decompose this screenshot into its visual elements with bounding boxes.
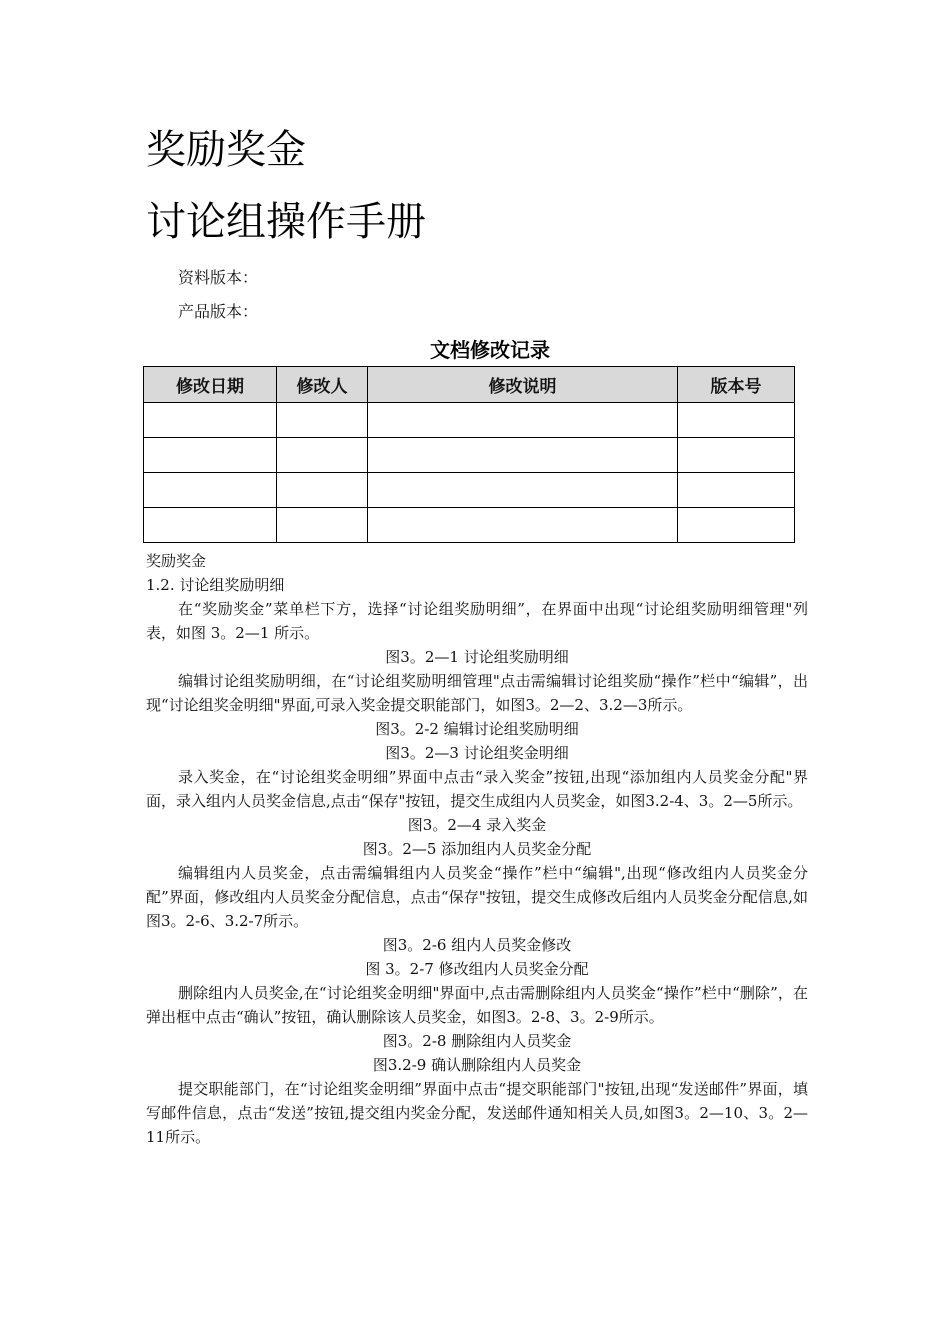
section-label: 奖励奖金 — [146, 552, 207, 570]
doc-title-line1: 奖励奖金 — [146, 127, 306, 173]
doc-version-label: 资料版本： — [178, 268, 259, 287]
table-header-row — [144, 367, 795, 403]
figure-caption-3-2-9: 图3.2-9 确认删除组内人员奖金 — [372, 1056, 582, 1074]
figure-caption-3-2-2: 图3。2-2 编辑讨论组奖励明细 — [375, 720, 579, 738]
paragraph-1: 在“奖励奖金”菜单栏下方，选择“讨论组奖励明细”，在界面中出现“讨论组奖励明细管理"列表，如图 3。2—1 所示。 — [146, 600, 808, 642]
table-cell — [678, 438, 795, 473]
doc-title-line2: 讨论组操作手册 — [146, 199, 426, 245]
table-cell — [678, 508, 795, 543]
table-row — [144, 473, 795, 508]
paragraph-2: 编辑讨论组奖励明细，在“讨论组奖励明细管理"点击需编辑讨论组奖励“操作”栏中“编辑”，出现“讨论组奖金明细"界面,可录入奖金提交职能部门，如图3。2—2、3.2—3所示。 — [146, 672, 808, 714]
product-version-label: 产品版本： — [178, 302, 259, 321]
figure-caption-3-2-4: 图3。2—4 录入奖金 — [407, 816, 547, 834]
header-version: 版本号 — [678, 367, 795, 403]
figure-caption-3-2-3: 图3。2—3 讨论组奖金明细 — [385, 744, 569, 762]
figure-caption-3-2-8: 图3。2-8 删除组内人员奖金 — [382, 1032, 572, 1050]
figure-caption-3-2-5: 图3。2—5 添加组内人员奖金分配 — [362, 840, 592, 858]
table-cell — [277, 508, 368, 543]
section-heading: 1.2. 讨论组奖励明细 — [146, 576, 285, 594]
paragraph-6: 提交职能部门，在“讨论组奖金明细”界面中点击“提交职能部门"按钮,出现“发送邮件”界面，填写邮件信息，点击“发送”按钮,提交组内奖金分配，发送邮件通知相关人员,如图3。2—10、3。2—11所示。 — [146, 1080, 808, 1146]
table-cell — [144, 403, 277, 438]
figure-caption-3-2-6: 图3。2-6 组内人员奖金修改 — [382, 936, 572, 954]
document-body — [146, 549, 808, 1149]
table-cell — [368, 473, 678, 508]
table-cell — [144, 508, 277, 543]
figure-caption-3-2-1: 图3。2—1 讨论组奖励明细 — [385, 648, 569, 666]
table-cell — [277, 473, 368, 508]
table-cell — [144, 438, 277, 473]
table-cell — [678, 473, 795, 508]
paragraph-5: 删除组内人员奖金,在“讨论组奖金明细"界面中,点击需删除组内人员奖金“操作”栏中“删除”，在弹出框中点击“确认”按钮，确认删除该人员奖金，如图3。2-8、3。2-9所示。 — [146, 984, 808, 1026]
table-cell — [368, 508, 678, 543]
revision-record-heading: 文档修改记录 — [430, 338, 550, 362]
paragraph-4: 编辑组内人员奖金，点击需编辑组内人员奖金“操作”栏中“编辑",出现“修改组内人员奖金分配”界面，修改组内人员奖金分配信息，点击“保存"按钮，提交生成修改后组内人员奖金分配信息,如图3。2-6、3.2-7所示。 — [146, 864, 808, 930]
table-cell — [368, 403, 678, 438]
paragraph-3: 录入奖金，在“讨论组奖金明细”界面中点击“录入奖金”按钮,出现“添加组内人员奖金分配"界面，录入组内人员奖金信息,点击“保存"按钮，提交生成组内人员奖金，如图3.2-4、3。2—5所示。 — [146, 768, 808, 810]
table-cell — [277, 403, 368, 438]
header-editor: 修改人 — [277, 367, 368, 403]
revision-record-table — [143, 366, 795, 543]
header-description: 修改说明 — [368, 367, 678, 403]
table-cell — [277, 438, 368, 473]
table-row — [144, 508, 795, 543]
table-row — [144, 403, 795, 438]
table-cell — [368, 438, 678, 473]
figure-caption-3-2-7: 图 3。2-7 修改组内人员奖金分配 — [365, 960, 589, 978]
header-date: 修改日期 — [144, 367, 277, 403]
table-row — [144, 438, 795, 473]
table-cell — [678, 403, 795, 438]
table-cell — [144, 473, 277, 508]
